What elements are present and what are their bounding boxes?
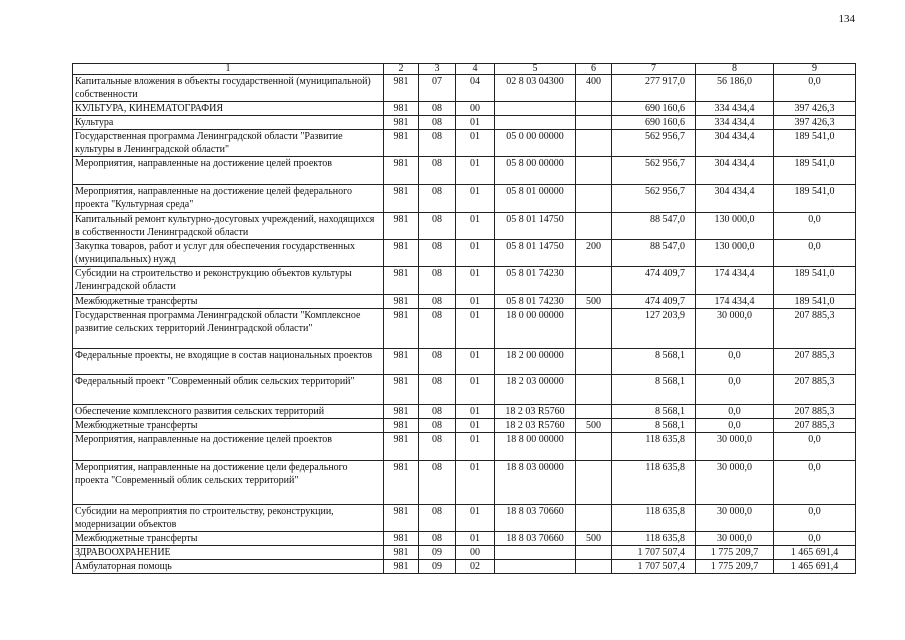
subsection-code-cell: 00 [456, 546, 495, 560]
amount-col7-cell: 8 568,1 [612, 405, 696, 419]
row-name-cell: Межбюджетные трансферты [73, 419, 384, 433]
amount-col7-cell: 127 203,9 [612, 309, 696, 349]
table-row [73, 130, 856, 157]
target-article-cell: 18 2 03 R5760 [495, 419, 576, 433]
subsection-code-cell: 01 [456, 375, 495, 405]
expense-type-cell: 500 [576, 532, 612, 546]
subsection-code-cell: 00 [456, 102, 495, 116]
section-code-cell: 08 [419, 461, 456, 505]
subsection-code-cell: 01 [456, 419, 495, 433]
target-article-cell: 18 8 03 00000 [495, 461, 576, 505]
admin-code-cell: 981 [384, 461, 419, 505]
row-name-cell: Мероприятия, направленные на достижение цели федерального проекта "Современный облик сельских территорий" [73, 461, 384, 505]
amount-col8-cell: 130 000,0 [696, 240, 774, 267]
amount-col8-cell: 334 434,4 [696, 102, 774, 116]
admin-code-cell: 981 [384, 405, 419, 419]
subsection-code-cell: 01 [456, 349, 495, 375]
amount-col8-cell: 30 000,0 [696, 505, 774, 532]
section-code-cell: 08 [419, 433, 456, 461]
admin-code-cell: 981 [384, 433, 419, 461]
table-row [73, 546, 856, 560]
admin-code-cell: 981 [384, 267, 419, 295]
amount-col9-cell: 0,0 [774, 75, 856, 102]
target-article-cell: 05 8 00 00000 [495, 157, 576, 185]
column-header: 5 [495, 64, 576, 75]
target-article-cell: 18 2 00 00000 [495, 349, 576, 375]
subsection-code-cell: 01 [456, 185, 495, 213]
table-row [73, 75, 856, 102]
section-code-cell: 08 [419, 405, 456, 419]
column-header: 7 [612, 64, 696, 75]
table-row [73, 213, 856, 240]
amount-col8-cell: 30 000,0 [696, 433, 774, 461]
expense-type-cell [576, 102, 612, 116]
table-row [73, 267, 856, 295]
amount-col9-cell: 1 465 691,4 [774, 560, 856, 574]
row-name-cell: КУЛЬТУРА, КИНЕМАТОГРАФИЯ [73, 102, 384, 116]
admin-code-cell: 981 [384, 309, 419, 349]
expense-type-cell [576, 267, 612, 295]
subsection-code-cell: 01 [456, 116, 495, 130]
amount-col7-cell: 88 547,0 [612, 213, 696, 240]
table-row [73, 349, 856, 375]
row-name-cell: Амбулаторная помощь [73, 560, 384, 574]
amount-col8-cell: 30 000,0 [696, 461, 774, 505]
subsection-code-cell: 01 [456, 295, 495, 309]
amount-col8-cell: 304 434,4 [696, 157, 774, 185]
column-header: 1 [73, 64, 384, 75]
expense-type-cell [576, 157, 612, 185]
target-article-cell: 05 8 01 74230 [495, 267, 576, 295]
amount-col8-cell: 334 434,4 [696, 116, 774, 130]
amount-col8-cell: 0,0 [696, 349, 774, 375]
admin-code-cell: 981 [384, 185, 419, 213]
amount-col8-cell: 0,0 [696, 405, 774, 419]
amount-col7-cell: 474 409,7 [612, 295, 696, 309]
row-name-cell: Обеспечение комплексного развития сельских территорий [73, 405, 384, 419]
expense-type-cell [576, 405, 612, 419]
section-code-cell: 08 [419, 375, 456, 405]
row-name-cell: Культура [73, 116, 384, 130]
target-article-cell: 05 8 01 74230 [495, 295, 576, 309]
row-name-cell: Межбюджетные трансферты [73, 532, 384, 546]
amount-col8-cell: 0,0 [696, 375, 774, 405]
amount-col9-cell: 397 426,3 [774, 102, 856, 116]
amount-col9-cell: 189 541,0 [774, 130, 856, 157]
admin-code-cell: 981 [384, 240, 419, 267]
table-row [73, 240, 856, 267]
subsection-code-cell: 01 [456, 532, 495, 546]
amount-col8-cell: 304 434,4 [696, 130, 774, 157]
amount-col9-cell: 189 541,0 [774, 267, 856, 295]
amount-col7-cell: 118 635,8 [612, 433, 696, 461]
expense-type-cell [576, 349, 612, 375]
expense-type-cell [576, 375, 612, 405]
row-name-cell: Государственная программа Ленинградской области "Развитие культуры в Ленинградской области" [73, 130, 384, 157]
subsection-code-cell: 02 [456, 560, 495, 574]
table-row [73, 505, 856, 532]
table-row [73, 532, 856, 546]
column-header: 8 [696, 64, 774, 75]
section-code-cell: 09 [419, 560, 456, 574]
amount-col9-cell: 0,0 [774, 461, 856, 505]
amount-col7-cell: 690 160,6 [612, 102, 696, 116]
amount-col9-cell: 189 541,0 [774, 157, 856, 185]
amount-col8-cell: 30 000,0 [696, 532, 774, 546]
amount-col7-cell: 1 707 507,4 [612, 560, 696, 574]
amount-col8-cell: 174 434,4 [696, 295, 774, 309]
subsection-code-cell: 01 [456, 213, 495, 240]
section-code-cell: 08 [419, 213, 456, 240]
amount-col7-cell: 118 635,8 [612, 505, 696, 532]
target-article-cell [495, 116, 576, 130]
amount-col7-cell: 8 568,1 [612, 419, 696, 433]
table-row [73, 433, 856, 461]
table-row [73, 309, 856, 349]
amount-col8-cell: 1 775 209,7 [696, 546, 774, 560]
admin-code-cell: 981 [384, 130, 419, 157]
amount-col9-cell: 189 541,0 [774, 185, 856, 213]
row-name-cell: Капитальные вложения в объекты государственной (муниципальной) собственности [73, 75, 384, 102]
amount-col7-cell: 8 568,1 [612, 349, 696, 375]
expense-type-cell [576, 130, 612, 157]
admin-code-cell: 981 [384, 75, 419, 102]
amount-col8-cell: 56 186,0 [696, 75, 774, 102]
expense-type-cell [576, 116, 612, 130]
subsection-code-cell: 01 [456, 461, 495, 505]
table-row [73, 405, 856, 419]
expense-type-cell: 500 [576, 419, 612, 433]
table-row [73, 461, 856, 505]
row-name-cell: Межбюджетные трансферты [73, 295, 384, 309]
subsection-code-cell: 01 [456, 405, 495, 419]
amount-col8-cell: 0,0 [696, 419, 774, 433]
amount-col7-cell: 562 956,7 [612, 185, 696, 213]
row-name-cell: Закупка товаров, работ и услуг для обеспечения государственных (муниципальных) нужд [73, 240, 384, 267]
table-row [73, 419, 856, 433]
header-row [73, 64, 856, 75]
expense-type-cell [576, 433, 612, 461]
amount-col9-cell: 189 541,0 [774, 295, 856, 309]
admin-code-cell: 981 [384, 560, 419, 574]
subsection-code-cell: 01 [456, 240, 495, 267]
subsection-code-cell: 01 [456, 130, 495, 157]
section-code-cell: 08 [419, 532, 456, 546]
amount-col8-cell: 304 434,4 [696, 185, 774, 213]
row-name-cell: Федеральный проект "Современный облик сельских территорий" [73, 375, 384, 405]
table-row [73, 375, 856, 405]
table-row [73, 157, 856, 185]
amount-col8-cell: 1 775 209,7 [696, 560, 774, 574]
amount-col9-cell: 1 465 691,4 [774, 546, 856, 560]
row-name-cell: Мероприятия, направленные на достижение целей федерального проекта "Культурная среда" [73, 185, 384, 213]
subsection-code-cell: 01 [456, 505, 495, 532]
section-code-cell: 08 [419, 295, 456, 309]
amount-col7-cell: 562 956,7 [612, 157, 696, 185]
section-code-cell: 08 [419, 267, 456, 295]
amount-col9-cell: 207 885,3 [774, 309, 856, 349]
row-name-cell: Федеральные проекты, не входящие в состав национальных проектов [73, 349, 384, 375]
admin-code-cell: 981 [384, 157, 419, 185]
section-code-cell: 08 [419, 349, 456, 375]
target-article-cell: 18 8 00 00000 [495, 433, 576, 461]
amount-col7-cell: 277 917,0 [612, 75, 696, 102]
expense-type-cell [576, 185, 612, 213]
section-code-cell: 08 [419, 505, 456, 532]
target-article-cell [495, 102, 576, 116]
section-code-cell: 08 [419, 309, 456, 349]
expense-type-cell [576, 546, 612, 560]
amount-col9-cell: 207 885,3 [774, 419, 856, 433]
target-article-cell [495, 560, 576, 574]
target-article-cell: 18 8 03 70660 [495, 505, 576, 532]
admin-code-cell: 981 [384, 102, 419, 116]
expense-type-cell [576, 213, 612, 240]
expense-type-cell [576, 505, 612, 532]
admin-code-cell: 981 [384, 532, 419, 546]
column-header: 6 [576, 64, 612, 75]
expense-type-cell [576, 309, 612, 349]
amount-col7-cell: 118 635,8 [612, 461, 696, 505]
amount-col7-cell: 8 568,1 [612, 375, 696, 405]
amount-col9-cell: 207 885,3 [774, 349, 856, 375]
row-name-cell: Субсидии на строительство и реконструкцию объектов культуры Ленинградской области [73, 267, 384, 295]
admin-code-cell: 981 [384, 546, 419, 560]
expense-type-cell: 400 [576, 75, 612, 102]
amount-col7-cell: 562 956,7 [612, 130, 696, 157]
amount-col7-cell: 88 547,0 [612, 240, 696, 267]
amount-col8-cell: 174 434,4 [696, 267, 774, 295]
section-code-cell: 08 [419, 185, 456, 213]
amount-col9-cell: 207 885,3 [774, 405, 856, 419]
column-header: 4 [456, 64, 495, 75]
admin-code-cell: 981 [384, 505, 419, 532]
table-row [73, 185, 856, 213]
amount-col7-cell: 118 635,8 [612, 532, 696, 546]
amount-col9-cell: 0,0 [774, 433, 856, 461]
admin-code-cell: 981 [384, 213, 419, 240]
target-article-cell [495, 546, 576, 560]
target-article-cell: 18 0 00 00000 [495, 309, 576, 349]
target-article-cell: 05 0 00 00000 [495, 130, 576, 157]
target-article-cell: 05 8 01 14750 [495, 213, 576, 240]
section-code-cell: 08 [419, 419, 456, 433]
amount-col7-cell: 690 160,6 [612, 116, 696, 130]
row-name-cell: Капитальный ремонт культурно-досуговых учреждений, находящихся в собственности Ленинградской области [73, 213, 384, 240]
amount-col9-cell: 207 885,3 [774, 375, 856, 405]
section-code-cell: 08 [419, 102, 456, 116]
section-code-cell: 08 [419, 157, 456, 185]
row-name-cell: Мероприятия, направленные на достижение целей проектов [73, 157, 384, 185]
table-row [73, 102, 856, 116]
subsection-code-cell: 01 [456, 157, 495, 185]
budget-table [72, 63, 856, 574]
row-name-cell: Государственная программа Ленинградской области "Комплексное развитие сельских территорий Ленинградской области" [73, 309, 384, 349]
expense-type-cell: 200 [576, 240, 612, 267]
table-row [73, 560, 856, 574]
amount-col9-cell: 397 426,3 [774, 116, 856, 130]
subsection-code-cell: 04 [456, 75, 495, 102]
column-header: 2 [384, 64, 419, 75]
admin-code-cell: 981 [384, 295, 419, 309]
amount-col9-cell: 0,0 [774, 240, 856, 267]
admin-code-cell: 981 [384, 375, 419, 405]
row-name-cell: ЗДРАВООХРАНЕНИЕ [73, 546, 384, 560]
amount-col9-cell: 0,0 [774, 532, 856, 546]
admin-code-cell: 981 [384, 349, 419, 375]
section-code-cell: 08 [419, 240, 456, 267]
subsection-code-cell: 01 [456, 309, 495, 349]
target-article-cell: 02 8 03 04300 [495, 75, 576, 102]
target-article-cell: 05 8 01 00000 [495, 185, 576, 213]
row-name-cell: Мероприятия, направленные на достижение целей проектов [73, 433, 384, 461]
column-header: 9 [774, 64, 856, 75]
expense-type-cell [576, 461, 612, 505]
page-number: 134 [838, 13, 855, 25]
section-code-cell: 08 [419, 116, 456, 130]
column-header: 3 [419, 64, 456, 75]
target-article-cell: 18 2 03 00000 [495, 375, 576, 405]
amount-col7-cell: 474 409,7 [612, 267, 696, 295]
expense-type-cell: 500 [576, 295, 612, 309]
subsection-code-cell: 01 [456, 267, 495, 295]
amount-col9-cell: 0,0 [774, 505, 856, 532]
section-code-cell: 08 [419, 130, 456, 157]
admin-code-cell: 981 [384, 116, 419, 130]
row-name-cell: Субсидии на мероприятия по строительству, реконструкции, модернизации объектов [73, 505, 384, 532]
target-article-cell: 05 8 01 14750 [495, 240, 576, 267]
subsection-code-cell: 01 [456, 433, 495, 461]
amount-col8-cell: 30 000,0 [696, 309, 774, 349]
table-row [73, 295, 856, 309]
expense-type-cell [576, 560, 612, 574]
amount-col8-cell: 130 000,0 [696, 213, 774, 240]
section-code-cell: 09 [419, 546, 456, 560]
table-row [73, 116, 856, 130]
target-article-cell: 18 8 03 70660 [495, 532, 576, 546]
amount-col7-cell: 1 707 507,4 [612, 546, 696, 560]
amount-col9-cell: 0,0 [774, 213, 856, 240]
admin-code-cell: 981 [384, 419, 419, 433]
target-article-cell: 18 2 03 R5760 [495, 405, 576, 419]
section-code-cell: 07 [419, 75, 456, 102]
